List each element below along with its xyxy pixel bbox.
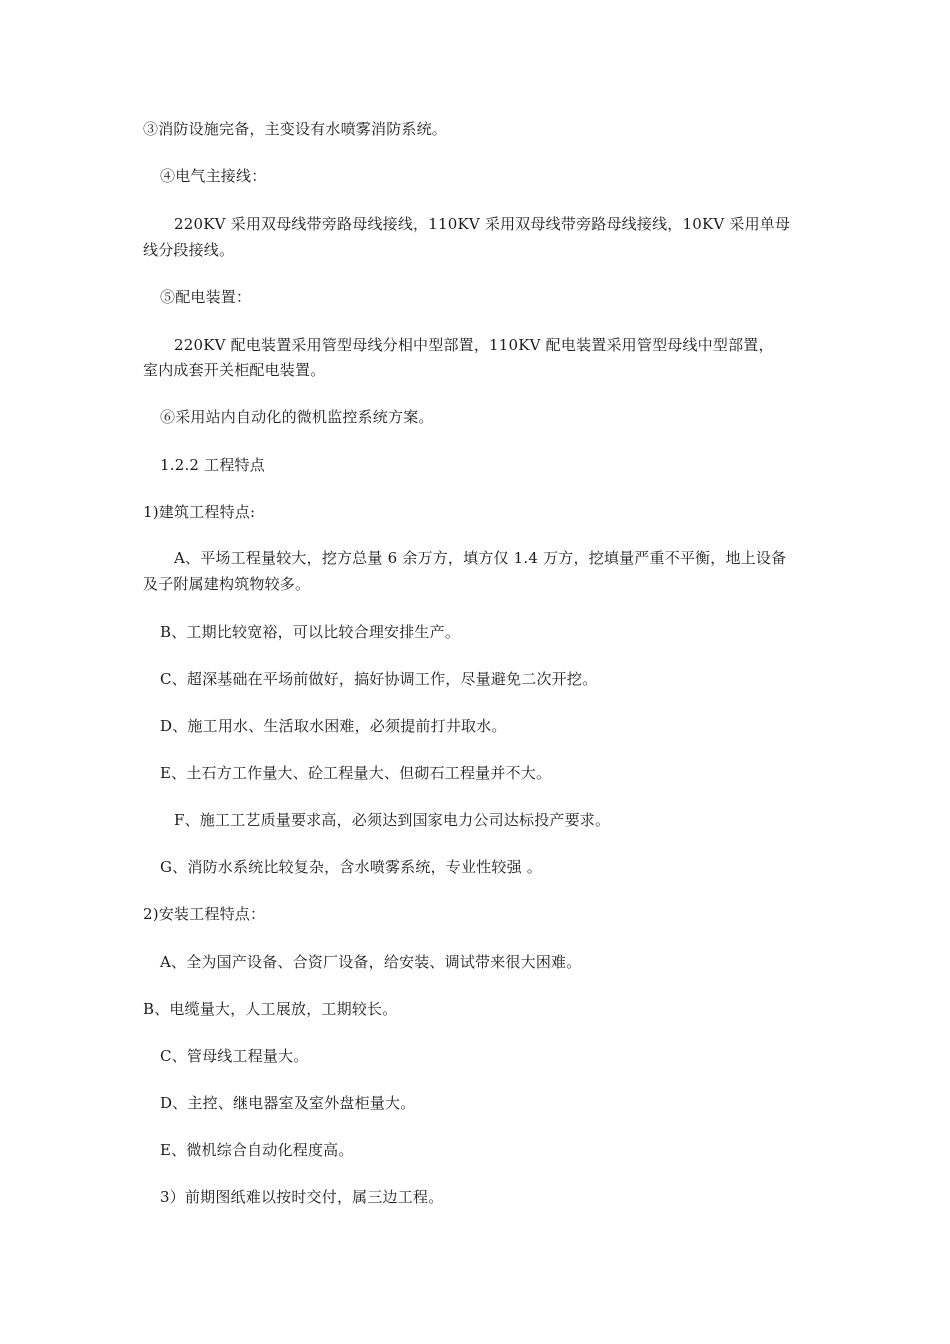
paragraph-switchgear-line-2: 室内成套开关柜配电装置。 [143, 361, 326, 379]
item-f-construction: F、施工工艺质量要求高，必须达到国家电力公司达标投产要求。 [174, 811, 611, 829]
item-a-installation: A、全为国产设备、合资厂设备，给安装、调试带来很大困难。 [160, 953, 582, 971]
item-e-construction: E、土石方工作量大、砼工程量大、但砌石工程量并不大。 [160, 764, 552, 782]
heading-switchgear: ⑤配电装置： [160, 288, 252, 306]
paragraph-main-wiring-line-2: 线分段接线。 [143, 241, 235, 259]
paragraph-main-wiring-line-1: 220KV 采用双母线带旁路母线接线，110KV 采用双母线带旁路母线接线，10KV 采用单母 [174, 215, 791, 233]
item-c-installation: C、管母线工程量大。 [160, 1047, 309, 1065]
paragraph-switchgear-line-1: 220KV 配电装置采用管型母线分相中型部置，110KV 配电装置采用管型母线中型部置， [174, 336, 774, 354]
heading-main-wiring: ④电气主接线： [160, 167, 267, 185]
paragraph-drawings-delivery: 3）前期图纸难以按时交付，属三边工程。 [160, 1188, 444, 1206]
item-d-installation: D、主控、继电器室及室外盘柜量大。 [160, 1094, 416, 1112]
subheading-construction-features: 1)建筑工程特点: [143, 503, 256, 521]
paragraph-fire-facilities: ③消防设施完备，主变设有水喷雾消防系统。 [143, 120, 448, 138]
item-g-construction: G、消防水系统比较复杂，含水喷雾系统，专业性较强 。 [160, 858, 542, 876]
item-a-construction-line-2: 及子附属建构筑物较多。 [143, 575, 311, 593]
item-b-construction: B、工期比较宽裕，可以比较合理安排生产。 [160, 623, 461, 641]
item-e-installation: E、微机综合自动化程度高。 [160, 1141, 354, 1159]
item-d-construction: D、施工用水、生活取水困难，必须提前打井取水。 [160, 717, 507, 735]
subheading-installation-features: 2)安装工程特点： [143, 905, 266, 923]
item-b-installation: B、电缆量大，人工展放，工期较长。 [143, 1000, 398, 1018]
item-a-construction-line-1: A、平场工程量较大，挖方总量 6 余万方，填方仅 1.4 万方，挖填量严重不平衡，地上设备 [174, 549, 787, 567]
section-heading-project-features: 1.2.2 工程特点 [160, 456, 265, 474]
item-c-construction: C、超深基础在平场前做好，搞好协调工作，尽量避免二次开挖。 [160, 670, 598, 688]
paragraph-monitoring-system: ⑥采用站内自动化的微机监控系统方案。 [160, 408, 434, 426]
